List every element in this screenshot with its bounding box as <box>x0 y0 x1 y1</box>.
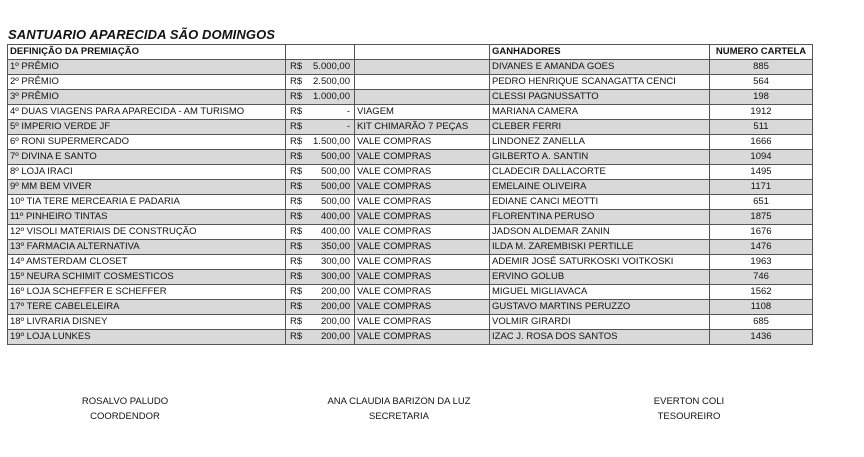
currency-symbol: R$ <box>290 181 303 192</box>
currency-symbol: R$ <box>290 256 303 267</box>
prize-definition-cell: 17º TERE CABELELEIRA <box>8 300 286 315</box>
signature-role: SECRETARIA <box>368 411 430 422</box>
prize-type-cell: VALE COMPRAS <box>355 165 490 180</box>
table-row <box>8 255 813 270</box>
card-number-cell: 1171 <box>710 180 813 195</box>
table-row <box>8 195 813 210</box>
prize-amount: 500,00 <box>320 151 350 162</box>
winner-name-cell: CLEBER FERRI <box>490 120 710 135</box>
card-number-cell: 1676 <box>710 225 813 240</box>
table-row <box>8 330 813 345</box>
winner-name-cell: DIVANES E AMANDA GOES <box>490 60 710 75</box>
prize-definition-cell: 6º RONI SUPERMERCADO <box>8 135 286 150</box>
prize-value-cell <box>286 60 355 75</box>
prize-amount: 1.000,00 <box>313 91 350 102</box>
winner-name-cell: IZAC J. ROSA DOS SANTOS <box>490 330 710 345</box>
header-value <box>286 45 355 60</box>
prize-type-cell: VALE COMPRAS <box>355 135 490 150</box>
prize-type-cell: VALE COMPRAS <box>355 315 490 330</box>
prize-amount: 1.500,00 <box>313 136 350 147</box>
prize-amount: 200,00 <box>320 286 350 297</box>
winner-name-cell: GILBERTO A. SANTIN <box>490 150 710 165</box>
prize-definition-cell: 1º PRÊMIO <box>8 60 286 75</box>
prize-amount: 500,00 <box>320 181 350 192</box>
prize-amount: 5.000,00 <box>313 61 350 72</box>
currency-symbol: R$ <box>290 316 303 327</box>
prize-value-cell <box>286 90 355 105</box>
header-card-number: NUMERO CARTELA <box>710 45 813 60</box>
card-number-cell: 885 <box>710 60 813 75</box>
card-number-cell: 685 <box>710 315 813 330</box>
header-type <box>355 45 490 60</box>
prize-value-cell <box>286 270 355 285</box>
signature-name: ROSALVO PALUDO <box>81 396 169 407</box>
prize-definition-cell: 18º LIVRARIA DISNEY <box>8 315 286 330</box>
prize-definition-cell: 2º PRÊMIO <box>8 75 286 90</box>
prize-value-cell <box>286 300 355 315</box>
prize-value-cell <box>286 135 355 150</box>
card-number-cell: 1963 <box>710 255 813 270</box>
winner-name-cell: EDIANE CANCI MEOTTI <box>490 195 710 210</box>
winner-name-cell: ADEMIR JOSÉ SATURKOSKI VOITKOSKI <box>490 255 710 270</box>
winner-name-cell: ILDA M. ZAREMBISKI PERTILLE <box>490 240 710 255</box>
winner-name-cell: ERVINO GOLUB <box>490 270 710 285</box>
prize-table <box>7 44 813 345</box>
currency-symbol: R$ <box>290 331 303 342</box>
prize-definition-cell: 5º IMPERIO VERDE JF <box>8 120 286 135</box>
currency-symbol: R$ <box>290 271 303 282</box>
table-row <box>8 135 813 150</box>
prize-value-cell <box>286 120 355 135</box>
currency-symbol: R$ <box>290 76 303 87</box>
prize-definition-cell: 10º TIA TERE MERCEARIA E PADARIA <box>8 195 286 210</box>
prize-value-cell <box>286 225 355 240</box>
prize-value-cell <box>286 195 355 210</box>
winner-name-cell: JADSON ALDEMAR ZANIN <box>490 225 710 240</box>
header-definition: DEFINIÇÃO DA PREMIAÇÃO <box>8 45 286 60</box>
table-row <box>8 60 813 75</box>
prize-type-cell: VALE COMPRAS <box>355 270 490 285</box>
prize-value-cell <box>286 165 355 180</box>
currency-symbol: R$ <box>290 136 303 147</box>
prize-definition-cell: 11º PINHEIRO TINTAS <box>8 210 286 225</box>
card-number-cell: 651 <box>710 195 813 210</box>
card-number-cell: 1875 <box>710 210 813 225</box>
prize-type-cell: KIT CHIMARÃO 7 PEÇAS <box>355 120 490 135</box>
card-number-cell: 198 <box>710 90 813 105</box>
prize-amount: 200,00 <box>320 331 350 342</box>
winner-name-cell: MIGUEL MIGLIAVACA <box>490 285 710 300</box>
signature-name: ANA CLAUDIA BARIZON DA LUZ <box>327 396 471 407</box>
table-row <box>8 75 813 90</box>
card-number-cell: 1666 <box>710 135 813 150</box>
prize-type-cell: VALE COMPRAS <box>355 255 490 270</box>
prize-amount: - <box>346 121 350 132</box>
card-number-cell: 1562 <box>710 285 813 300</box>
table-row <box>8 315 813 330</box>
prize-type-cell: VALE COMPRAS <box>355 285 490 300</box>
card-number-cell: 564 <box>710 75 813 90</box>
prize-amount: 350,00 <box>320 241 350 252</box>
prize-value-cell <box>286 150 355 165</box>
winner-name-cell: PEDRO HENRIQUE SCANAGATTA CENCI <box>490 75 710 90</box>
table-row <box>8 180 813 195</box>
card-number-cell: 1912 <box>710 105 813 120</box>
card-number-cell: 1108 <box>710 300 813 315</box>
prize-type-cell: VALE COMPRAS <box>355 330 490 345</box>
prize-type-cell: VALE COMPRAS <box>355 300 490 315</box>
prize-definition-cell: 4º DUAS VIAGENS PARA APARECIDA - AM TURISMO <box>8 105 286 120</box>
prize-definition-cell: 7º DIVINA E SANTO <box>8 150 286 165</box>
table-row <box>8 150 813 165</box>
currency-symbol: R$ <box>290 151 303 162</box>
prize-type-cell <box>355 90 490 105</box>
card-number-cell: 511 <box>710 120 813 135</box>
table-row <box>8 165 813 180</box>
currency-symbol: R$ <box>290 106 303 117</box>
table-header-row <box>8 45 813 60</box>
prize-amount: 400,00 <box>320 226 350 237</box>
prize-amount: 200,00 <box>320 301 350 312</box>
winner-name-cell: MARIANA CAMERA <box>490 105 710 120</box>
winner-name-cell: CLESSI PAGNUSSATTO <box>490 90 710 105</box>
currency-symbol: R$ <box>290 61 303 72</box>
table-row <box>8 90 813 105</box>
card-number-cell: 1495 <box>710 165 813 180</box>
prize-definition-cell: 16º LOJA SCHEFFER E SCHEFFER <box>8 285 286 300</box>
signature-secretary <box>327 394 470 424</box>
currency-symbol: R$ <box>290 121 303 132</box>
prize-value-cell <box>286 240 355 255</box>
table-row <box>8 240 813 255</box>
prize-type-cell: VALE COMPRAS <box>355 195 490 210</box>
prize-value-cell <box>286 330 355 345</box>
header-winners: GANHADORES <box>490 45 710 60</box>
card-number-cell: 1476 <box>710 240 813 255</box>
signature-role: TESOUREIRO <box>657 411 721 422</box>
currency-symbol: R$ <box>290 286 303 297</box>
prize-definition-cell: 13º FARMACIA ALTERNATIVA <box>8 240 286 255</box>
prize-amount: - <box>346 106 350 117</box>
signature-role: COORDENDOR <box>90 411 160 422</box>
prize-type-cell: VALE COMPRAS <box>355 150 490 165</box>
currency-symbol: R$ <box>290 301 303 312</box>
prize-definition-cell: 8º LOJA IRACI <box>8 165 286 180</box>
winner-name-cell: FLORENTINA PERUSO <box>490 210 710 225</box>
prize-value-cell <box>286 210 355 225</box>
prize-definition-cell: 9º MM BEM VIVER <box>8 180 286 195</box>
prize-value-cell <box>286 105 355 120</box>
prize-type-cell <box>355 75 490 90</box>
prize-amount: 200,00 <box>320 316 350 327</box>
table-row <box>8 285 813 300</box>
table-row <box>8 210 813 225</box>
table-row <box>8 105 813 120</box>
prize-type-cell: VALE COMPRAS <box>355 225 490 240</box>
prize-type-cell <box>355 60 490 75</box>
prize-type-cell: VALE COMPRAS <box>355 210 490 225</box>
currency-symbol: R$ <box>290 91 303 102</box>
document-title: SANTUARIO APARECIDA SÃO DOMINGOS <box>8 27 276 42</box>
winner-name-cell: LINDONEZ ZANELLA <box>490 135 710 150</box>
prize-value-cell <box>286 285 355 300</box>
table-body <box>8 60 813 345</box>
signatures <box>0 394 864 434</box>
prize-value-cell <box>286 315 355 330</box>
currency-symbol: R$ <box>290 241 303 252</box>
currency-symbol: R$ <box>290 211 303 222</box>
currency-symbol: R$ <box>290 166 303 177</box>
winner-name-cell: VOLMIR GIRARDI <box>490 315 710 330</box>
prize-amount: 500,00 <box>320 166 350 177</box>
prize-definition-cell: 3º PRÊMIO <box>8 90 286 105</box>
prize-value-cell <box>286 180 355 195</box>
prize-type-cell: VALE COMPRAS <box>355 180 490 195</box>
prize-value-cell <box>286 255 355 270</box>
winner-name-cell: CLADECIR DALLACORTE <box>490 165 710 180</box>
winner-name-cell: GUSTAVO MARTINS PERUZZO <box>490 300 710 315</box>
currency-symbol: R$ <box>290 226 303 237</box>
prize-type-cell: VALE COMPRAS <box>355 240 490 255</box>
card-number-cell: 1436 <box>710 330 813 345</box>
table-row <box>8 225 813 240</box>
prize-amount: 500,00 <box>320 196 350 207</box>
prize-amount: 400,00 <box>320 211 350 222</box>
prize-amount: 2.500,00 <box>313 76 350 87</box>
prize-definition-cell: 15º NEURA SCHIMIT COSMESTICOS <box>8 270 286 285</box>
table-row <box>8 270 813 285</box>
winner-name-cell: EMELAINE OLIVEIRA <box>490 180 710 195</box>
signature-treasurer <box>654 394 724 424</box>
prize-definition-cell: 19º LOJA LUNKES <box>8 330 286 345</box>
prize-amount: 300,00 <box>320 256 350 267</box>
table-row <box>8 300 813 315</box>
prize-amount: 300,00 <box>320 271 350 282</box>
table-row <box>8 120 813 135</box>
prize-value-cell <box>286 75 355 90</box>
prize-definition-cell: 12º VISOLI MATERIAIS DE CONSTRUÇÃO <box>8 225 286 240</box>
card-number-cell: 746 <box>710 270 813 285</box>
currency-symbol: R$ <box>290 196 303 207</box>
signature-name: EVERTON COLI <box>653 396 725 407</box>
signature-coordinator <box>82 394 168 424</box>
prize-type-cell: VIAGEM <box>355 105 490 120</box>
prize-definition-cell: 14º AMSTERDAM CLOSET <box>8 255 286 270</box>
card-number-cell: 1094 <box>710 150 813 165</box>
